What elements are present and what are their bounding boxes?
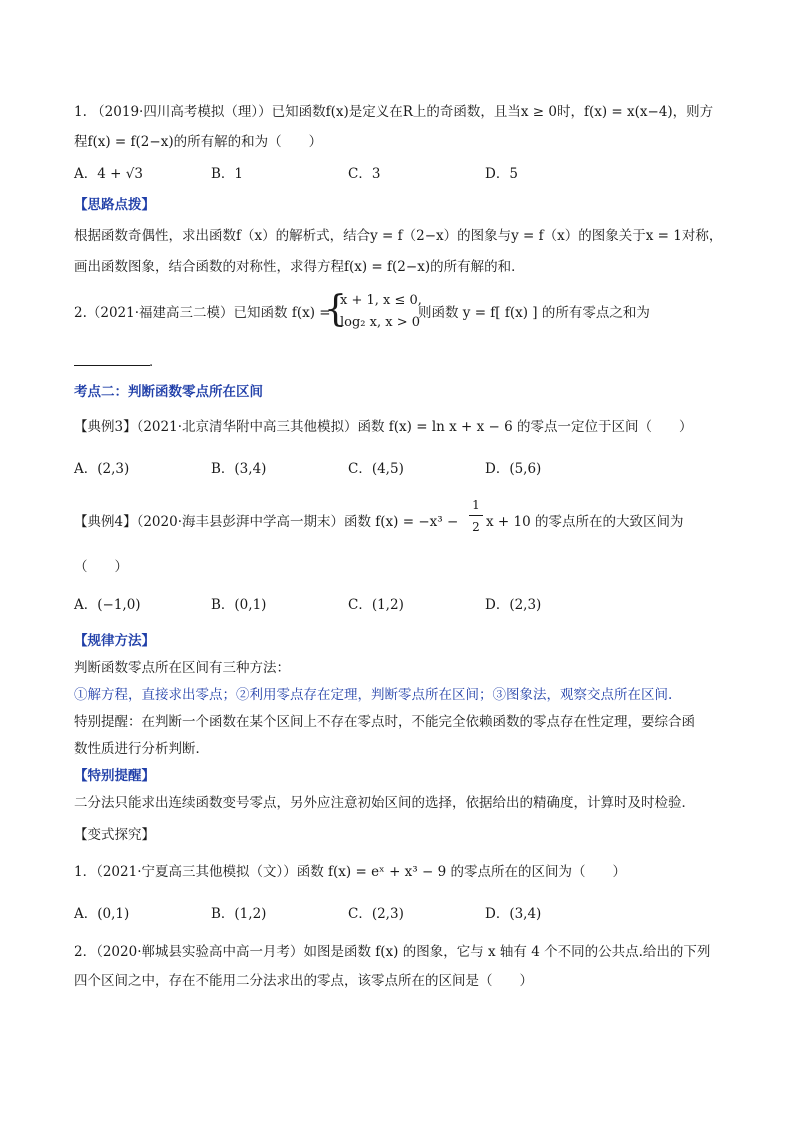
variant-q2-line-2: 四个区间之中，存在不能用二分法求出的零点，该零点所在的区间是（ ） xyxy=(74,973,533,989)
problem-2-prefix: 2.（2021·福建高三二模）已知函数 f(x) = xyxy=(74,305,331,321)
example-3-option-a: A．(2,3) xyxy=(74,461,130,477)
problem-1-option-c: C．3 xyxy=(348,166,381,182)
answer-blank xyxy=(74,365,150,366)
example-4-option-c: C．(1,2) xyxy=(348,597,404,613)
piecewise-case-1: x + 1, x ≤ 0, xyxy=(340,293,422,308)
example-3-line: 【典例3】（2021·北京清华附中高三其他模拟）函数 f(x) = ln x + x − 6 的零点一定位于区间（ ） xyxy=(74,419,693,435)
method-line-4: 数性质进行分析判断． xyxy=(74,741,209,757)
answer-blank-period: . xyxy=(149,355,154,370)
piecewise-brace: { xyxy=(324,289,347,330)
method-title: 【规律方法】 xyxy=(74,633,155,649)
variant-q1-option-c: C．(2,3) xyxy=(348,906,404,922)
variant-title: 【变式探究】 xyxy=(74,827,155,843)
section-title: 考点二：判断函数零点所在区间 xyxy=(74,384,263,400)
example-4-option-a: A．(−1,0) xyxy=(74,597,141,613)
example-4-prefix: 【典例4】（2020·海丰县彭湃中学高一期末）函数 f(x) = −x³ − xyxy=(74,514,459,530)
problem-2-suffix: 则函数 y = f[ f(x) ] 的所有零点之和为 xyxy=(418,305,650,321)
piecewise-case-2: log₂ x, x > 0 xyxy=(340,315,421,330)
example-4-option-b: B．(0,1) xyxy=(211,597,267,613)
variant-q2-line-1: 2．（2020·郸城县实验高中高一月考）如图是函数 f(x) 的图象，它与 x 轴有 4 个不同的公共点.给出的下列 xyxy=(74,944,711,960)
special-title: 【特别提醒】 xyxy=(74,768,155,784)
method-line-2: ①解方程，直接求出零点；②利用零点存在定理，判断零点所在区间；③图象法，观察交点所在区间. xyxy=(74,687,673,703)
fraction-bar xyxy=(469,515,483,516)
problem-1-line-2: 程f(x) = f(2−x)的所有解的和为（ ） xyxy=(74,134,323,150)
problem-1-option-a: A．4 + √3 xyxy=(74,166,143,182)
method-line-3: 特别提醒：在判断一个函数在某个区间上不存在零点时，不能完全依赖函数的零点存在性定理，要综合函 xyxy=(74,714,695,730)
method-line-1: 判断函数零点所在区间有三种方法： xyxy=(74,660,290,676)
variant-q1-option-a: A．(0,1) xyxy=(74,906,130,922)
fraction-denominator: 2 xyxy=(472,520,480,534)
problem-1-line-1: 1. （2019·四川高考模拟（理））已知函数f(x)是定义在R上的奇函数，且当x ≥ 0时，f(x) = x(x−4)，则方 xyxy=(74,104,714,120)
problem-1-option-d: D．5 xyxy=(485,166,518,182)
hint-line-1: 根据函数奇偶性，求出函数f（x）的解析式，结合y = f（2−x）的图象与y = f（x）的图象关于x = 1对称， xyxy=(74,228,723,244)
example-3-option-d: D．(5,6) xyxy=(485,461,542,477)
fraction-numerator: 1 xyxy=(472,498,480,512)
hint-line-2: 画出函数图象，结合函数的对称性，求得方程f(x) = f(2−x)的所有解的和． xyxy=(74,259,525,275)
example-3-option-b: B．(3,4) xyxy=(211,461,267,477)
example-3-option-c: C．(4,5) xyxy=(348,461,404,477)
example-4-suffix: x + 10 的零点所在的大致区间为 xyxy=(486,514,684,530)
variant-q1: 1．（2021·宁夏高三其他模拟（文））函数 f(x) = eˣ + x³ − 9 的零点所在的区间为（ ） xyxy=(74,864,626,880)
special-line-1: 二分法只能求出连续函数变号零点，另外应注意初始区间的选择，依据给出的精确度，计算时及时检验． xyxy=(74,795,695,811)
problem-1-option-b: B．1 xyxy=(211,166,244,182)
example-4-option-d: D．(2,3) xyxy=(485,597,542,613)
example-4-paren: （ ） xyxy=(74,559,128,575)
variant-q1-option-b: B．(1,2) xyxy=(211,906,267,922)
variant-q1-option-d: D．(3,4) xyxy=(485,906,542,922)
hint-title: 【思路点拨】 xyxy=(74,197,155,213)
